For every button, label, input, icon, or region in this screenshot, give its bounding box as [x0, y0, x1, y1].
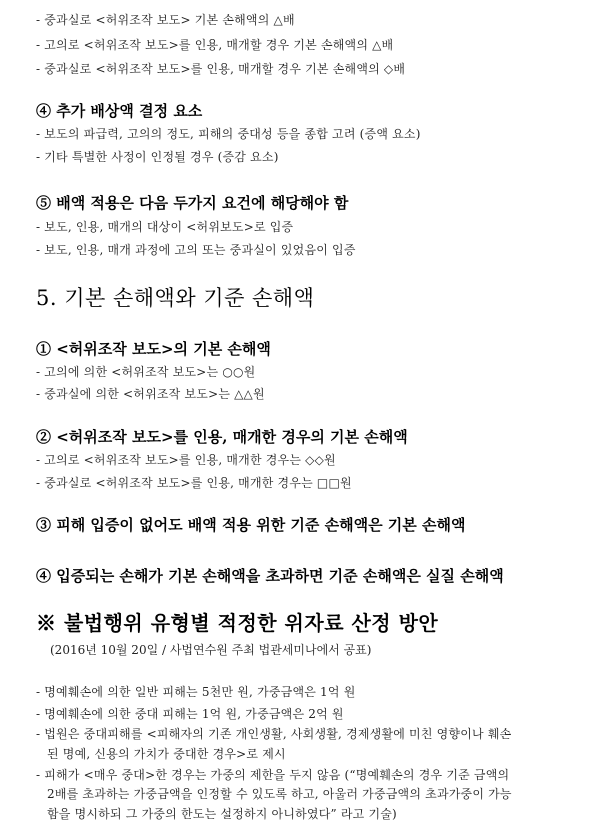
text-line: - 명예훼손에 의한 중대 피해는 1억 원, 가중금액은 2억 원 [36, 707, 344, 721]
text-line: - 보도, 인용, 매개의 대상이 <허위보도>로 입증 [36, 220, 294, 234]
subsection-heading: ③ 피해 입증이 없어도 배액 적용 위한 기준 손해액은 기본 손해액 [36, 516, 466, 534]
text-line: - 중과실로 <허위조작 보도>를 인용, 매개할 경우 기본 손해액의 ◇배 [36, 62, 406, 76]
subsection-heading: ④ 추가 배상액 결정 요소 [36, 102, 203, 120]
text-line: - 보도, 인용, 매개 과정에 고의 또는 중과실이 있었음이 입증 [36, 243, 356, 257]
section-title: 5. 기본 손해액와 기준 손해액 [36, 286, 315, 310]
text-line: - 피해가 <매우 중대>한 경우는 가중의 제한을 두지 않음 (“명예훼손의 경우 기준 금액의 [36, 768, 510, 782]
text-line: - 중과실로 <허위조작 보도>를 인용, 매개한 경우는 □□원 [36, 476, 352, 490]
text-line: 2배를 초과하는 가중금액을 인정할 수 있도록 하고, 아울러 가중금액의 초과가중이 가능 [47, 787, 512, 801]
text-line: 된 명예, 신용의 가치가 중대한 경우>로 제시 [47, 747, 286, 761]
subsection-heading: ⑤ 배액 적용은 다음 두가지 요건에 해당해야 함 [36, 194, 349, 212]
subsection-heading: ② <허위조작 보도>를 인용, 매개한 경우의 기본 손해액 [36, 428, 408, 446]
text-line: - 기타 특별한 사정이 인정될 경우 (증감 요소) [36, 150, 279, 164]
text-line: - 고의로 <허위조작 보도>를 인용, 매개할 경우 기본 손해액의 △배 [36, 38, 394, 52]
text-line: - 중과실에 의한 <허위조작 보도>는 △△원 [36, 387, 265, 401]
source-note: (2016년 10월 20일 / 사법연수원 주최 법관세미나에서 공표) [50, 643, 372, 657]
text-line: - 보도의 파급력, 고의의 정도, 피해의 중대성 등을 종합 고려 (증액 요소) [36, 127, 421, 141]
text-line: - 법원은 중대피해를 <피해자의 기존 개인생활, 사회생활, 경제생활에 미친 영향이나 훼손 [36, 727, 512, 741]
note-heading: ※ 불법행위 유형별 적정한 위자료 산정 방안 [36, 611, 439, 635]
text-line: 함을 명시하되 그 가중의 한도는 설정하지 아니하였다” 라고 기술) [47, 807, 397, 821]
subsection-heading: ① <허위조작 보도>의 기본 손해액 [36, 340, 271, 358]
subsection-heading: ④ 입증되는 손해가 기본 손해액을 초과하면 기준 손해액은 실질 손해액 [36, 567, 504, 585]
text-line: - 고의에 의한 <허위조작 보도>는 ○○원 [36, 365, 256, 379]
text-line: - 고의로 <허위조작 보도>를 인용, 매개한 경우는 ◇◇원 [36, 453, 336, 467]
text-line: - 중과실로 <허위조작 보도> 기본 손해액의 △배 [36, 13, 295, 27]
text-line: - 명예훼손에 의한 일반 피해는 5천만 원, 가중금액은 1억 원 [36, 685, 356, 699]
